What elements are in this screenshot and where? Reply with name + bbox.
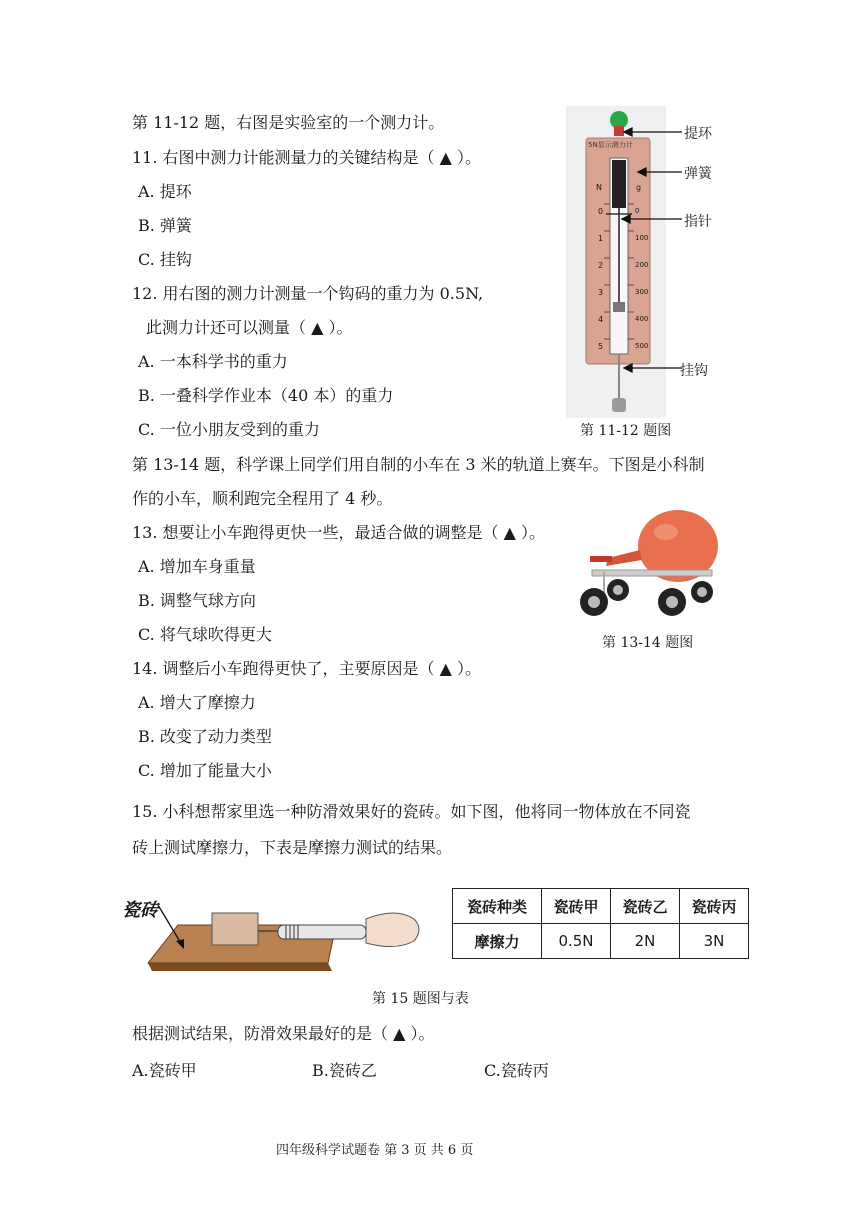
table-header-cell: 瓷砖乙 (611, 889, 680, 924)
label-ring: 提环 (684, 126, 712, 142)
q15-option-a: A.瓷砖甲 (132, 1061, 197, 1080)
table-cell: 2N (611, 924, 680, 959)
callout-arrows (620, 120, 690, 380)
page-footer: 四年级科学试题卷 第 3 页 共 6 页 (276, 1143, 474, 1158)
q12-option-b: B. 一叠科学作业本（40 本）的重力 (138, 386, 394, 405)
hand (366, 913, 419, 947)
test-block (212, 913, 258, 945)
table-header-cell: 瓷砖种类 (453, 889, 542, 924)
q15-intro-line2: 砖上测试摩擦力，下表是摩擦力测试的结果。 (132, 838, 453, 857)
right-scale-unit: g (636, 183, 642, 192)
q13-stem: 13. 想要让小车跑得更快一些，最适合做的调整是（ ▲ ）。 (132, 523, 546, 542)
q12-stem-line2: 此测力计还可以测量（ ▲ ）。 (146, 318, 353, 337)
label-spring: 弹簧 (684, 166, 712, 182)
q11-stem: 11. 右图中测力计能测量力的关键结构是（ ▲ ）。 (132, 148, 482, 167)
left-scale-unit: N (596, 183, 602, 192)
table-header-row (453, 889, 749, 924)
q12-option-c: C. 一位小朋友受到的重力 (138, 420, 320, 439)
q14-option-c: C. 增加了能量大小 (138, 761, 272, 780)
car-body (592, 570, 712, 576)
tile-friction-figure (118, 895, 436, 975)
q12-stem-line1: 12. 用右图的测力计测量一个钩码的重力为 0.5N, (132, 284, 484, 303)
left-scale (596, 181, 602, 195)
balloon-car-figure (578, 506, 726, 624)
q15-intro-line1: 15. 小科想帮家里选一种防滑效果好的瓷砖。如下图，他将同一物体放在不同瓷 (132, 802, 691, 821)
q15-option-b: B.瓷砖乙 (312, 1061, 377, 1080)
q15-option-c: C.瓷砖丙 (484, 1061, 549, 1080)
device-label: 5N显示测力计 (588, 141, 633, 149)
q12-option-a: A. 一本科学书的重力 (138, 352, 288, 371)
figure-caption-13-14: 第 13-14 题图 (602, 635, 694, 651)
label-pointer: 指针 (684, 214, 712, 230)
q11-option-a: A. 提环 (138, 182, 192, 201)
q11-option-b: B. 弹簧 (138, 216, 192, 235)
tile-label: 瓷砖 (122, 900, 158, 921)
q14-option-a: A. 增大了摩擦力 (138, 693, 256, 712)
figure-caption-11-12: 第 11-12 题图 (580, 423, 672, 439)
figure-caption-15: 第 15 题图与表 (372, 991, 469, 1007)
q15-question: 根据测试结果，防滑效果最好的是（ ▲ ）。 (132, 1024, 435, 1043)
q13-14-intro-line2: 作的小车，顺利跑完全程用了 4 秒。 (132, 489, 393, 508)
friction-table (452, 888, 749, 959)
q14-option-b: B. 改变了动力类型 (138, 727, 272, 746)
q13-14-intro-line1: 第 13-14 题，科学课上同学们用自制的小车在 3 米的轨道上赛车。下图是小科制 (132, 455, 705, 474)
table-header-cell: 瓷砖甲 (542, 889, 611, 924)
q13-option-a: A. 增加车身重量 (138, 557, 256, 576)
q11-12-intro: 第 11-12 题，右图是实验室的一个测力计。 (132, 113, 445, 132)
spring-scale (278, 925, 366, 939)
table-cell: 0.5N (542, 924, 611, 959)
q14-stem: 14. 调整后小车跑得更快了，主要原因是（ ▲ ）。 (132, 659, 482, 678)
table-cell: 3N (680, 924, 749, 959)
left-scale-values: 0 1 2 3 4 5 (598, 207, 604, 351)
right-scale-values: 0 100 200 300 400 500 (635, 207, 649, 350)
q13-option-b: B. 调整气球方向 (138, 591, 256, 610)
table-row (453, 924, 749, 959)
hook-weight (612, 398, 626, 412)
table-cell: 摩擦力 (453, 924, 542, 959)
q11-option-c: C. 挂钩 (138, 250, 192, 269)
table-header-cell: 瓷砖丙 (680, 889, 749, 924)
label-hook: 挂钩 (680, 363, 708, 379)
q13-option-c: C. 将气球吹得更大 (138, 625, 272, 644)
